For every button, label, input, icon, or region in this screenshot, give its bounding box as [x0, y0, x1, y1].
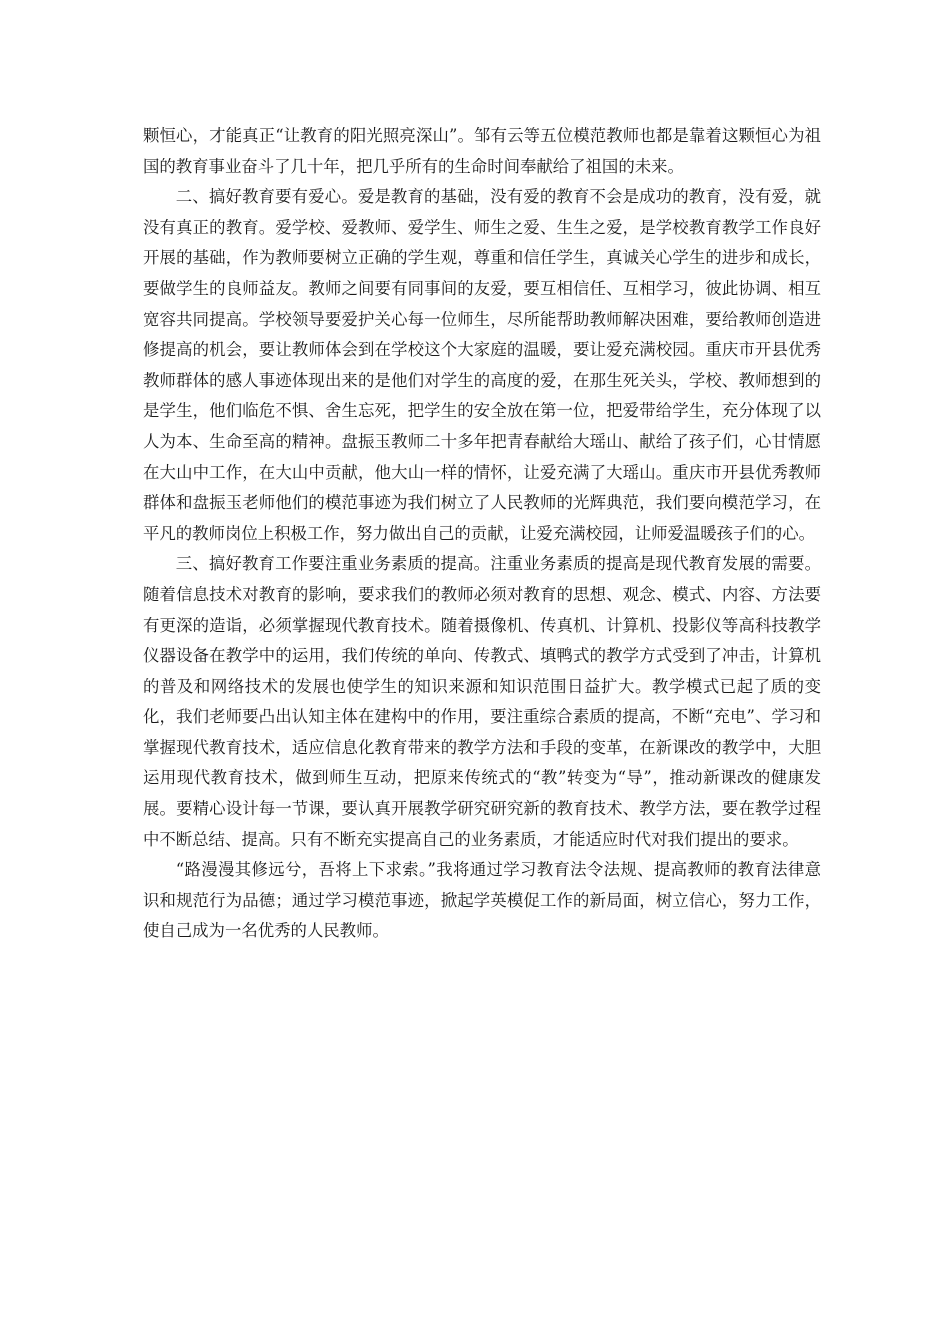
- paragraph-perseverance-conclusion: 颗恒心，才能真正“让教育的阳光照亮深山”。邹有云等五位模范教师也都是靠着这颗恒心为祖国的教育事业奋斗了几十年，把几乎所有的生命时间奉献给了祖国的未来。: [143, 126, 821, 176]
- paragraph-professional-quality: 三、搞好教育工作要注重业务素质的提高。注重业务素质的提高是现代教育发展的需要。随着信息技术对教育的影响，要求我们的教师必须对教育的思想、观念、模式、内容、方法要有更深的造诣，必须掌握现代教育技术。随着摄像机、传真机、计算机、投影仪等高科技教学仪器设备在教学中的运用，我们传统的单向、传教式、填鸭式的教学方式受到了冲击，计算机的普及和网络技术的发展也使学生的知识来源和知识范围日益扩大。教学模式已起了质的变化，我们老师要凸出认知主体在建构中的作用，要注重综合素质的提高，不断“充电”、学习和掌握现代教育技术，适应信息化教育带来的教学方法和手段的变革，在新课改的教学中，大胆运用现代教育技术，做到师生互动，把原来传统式的“教”转变为“导”，推动新课改的健康发展。要精心设计每一节课，要认真开展教学研究研究新的教育技术、教学方法，要在教学过程中不断总结、提高。只有不断充实提高自己的业务素质，才能适应时代对我们提出的要求。: [143, 554, 821, 849]
- paragraph-love-in-education: 二、搞好教育要有爱心。爱是教育的基础，没有爱的教育不会是成功的教育，没有爱，就没有真正的教育。爱学校、爱教师、爱学生、师生之爱、生生之爱，是学校教育教学工作良好开展的基础，作为教师要树立正确的学生观，尊重和信任学生，真诚关心学生的进步和成长，要做学生的良师益友。教师之间要有同事间的友爱，要互相信任、互相学习，彼此协调、相互宽容共同提高。学校领导要爱护关心每一位师生，尽所能帮助教师解决困难，要给教师创造进修提高的机会，要让教师体会到在学校这个大家庭的温暖，要让爱充满校园。重庆市开县优秀教师群体的感人事迹体现出来的是他们对学生的高度的爱，在那生死关头，学校、教师想到的是学生，他们临危不惧、舍生忘死，把学生的安全放在第一位，把爱带给学生，充分体现了以人为本、生命至高的精神。盘振玉教师二十多年把青春献给大瑶山、献给了孩子们，心甘情愿在大山中工作，在大山中贡献，他大山一样的情怀，让爱充满了大瑶山。重庆市开县优秀教师群体和盘振玉老师他们的模范事迹为我们树立了人民教师的光辉典范，我们要向模范学习，在平凡的教师岗位上积极工作，努力做出自己的贡献，让爱充满校园，让师爱温暖孩子们的心。: [143, 187, 821, 543]
- document-body: [143, 121, 821, 947]
- paragraph-closing-quote: “路漫漫其修远兮，吾将上下求索。”我将通过学习教育法令法规、提高教师的教育法律意识和规范行为品德；通过学习模范事迹，掀起学英模促工作的新局面，树立信心，努力工作，使自己成为一名优秀的人民教师。: [143, 860, 821, 941]
